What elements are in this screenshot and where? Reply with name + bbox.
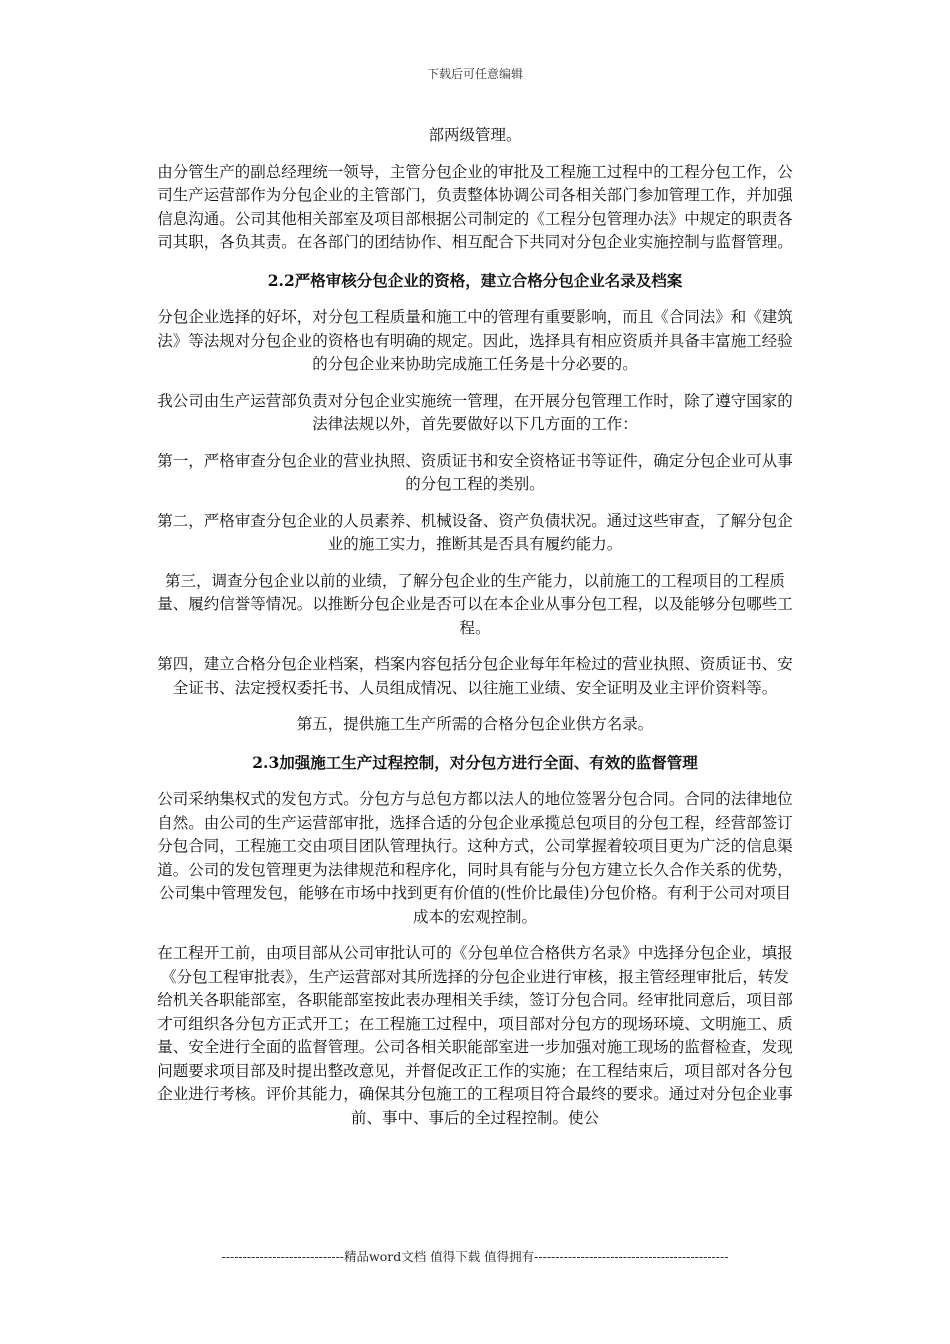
paragraph: 第二，严格审查分包企业的人员素养、机械设备、资产负债状况。通过这些审查，了解分包企业的施工实力，推断其是否具有履约能力。 — [157, 511, 793, 553]
footer-banner: -----------------------------精品word文档 值得下载 值得拥有---------------------------------------------- — [221, 1249, 729, 1264]
section-heading-2-3: 2.3加强施工生产过程控制，对分包方进行全面、有效的监督管理 — [252, 752, 698, 772]
section-heading-2-2: 2.2严格审核分包企业的资格，建立合格分包企业名录及档案 — [267, 270, 683, 290]
paragraph: 公司采纳集权式的发包方式。分包方与总包方都以法人的地位签署分包合同。合同的法律地位自然。由公司的生产运营部审批，选择合适的分包企业承揽总包项目的分包工程，经营部签订分包合同，工程施工交由项目团队管理执行。这种方式，公司掌握着较项目更为广泛的信息渠道。公司的发包管理更为法律规范和程序化，同时具有能与分包方建立长久合作关系的优势，公司集中管理发包，能够在市场中找到更有价值的(性价比最佳)分包价格。有利于公司对项目成本的宏观控制。 — [157, 790, 793, 926]
paragraph: 第五，提供施工生产所需的合格分包企业供方名录。 — [296, 715, 654, 733]
paragraph: 分包企业选择的好坏，对分包工程质量和施工中的管理有重要影响，而且《合同法》和《建筑法》等法规对分包企业的资格也有明确的规定。因此，选择具有相应资质并具备丰富施工经验的分包企业来协助完成施工任务是十分必要的。 — [157, 308, 793, 373]
paragraph: 在工程开工前，由项目部从公司审批认可的《分包单位合格供方名录》中选择分包企业，填报《分包工程审批表》，生产运营部对其所选择的分包企业进行审核，报主管经理审批后，转发给机关各职能部室，各职能部室按此表办理相关手续，签订分包合同。经审批同意后，项目部才可组织各分包方正式开工；在工程施工过程中，项目部对分包方的现场环境、文明施工、质量、安全进行全面的监督管理。公司各相关职能部室进一步加强对施工现场的监督检查，发现问题要求项目部及时提出整改意见，并督促改正工作的实施；在工程结束后，项目部对各分包企业进行考核。评价其能力，确保其分包施工的工程项目符合最终的要求。通过对分包企业事前、事中、事后的全过程控制。使公 — [157, 944, 793, 1127]
paragraph: 第一，严格审查分包企业的营业执照、资质证书和安全资格证书等证件，确定分包企业可从事的分包工程的类别。 — [157, 451, 793, 493]
header-note: 下载后可任意编辑 — [426, 67, 523, 81]
paragraph: 由分管生产的副总经理统一领导，主管分包企业的审批及工程施工过程中的工程分包工作，公司生产运营部作为分包企业的主管部门，负责整体协调公司各相关部门参加管理工作，并加强信息沟通。公司其他相关部室及项目部根据公司制定的《工程分包管理办法》中规定的职责各司其职，各负其责。在各部门的团结协作、相互配合下共同对分包企业实施控制与监督管理。 — [157, 162, 793, 251]
paragraph: 第三，调查分包企业以前的业绩，了解分包企业的生产能力，以前施工的工程项目的工程质量、履约信誉等情况。以推断分包企业是否可以在本企业从事分包工程，以及能够分包哪些工程。 — [157, 571, 793, 637]
paragraph: 部两级管理。 — [428, 126, 522, 144]
paragraph: 第四，建立合格分包企业档案，档案内容包括分包企业每年年检过的营业执照、资质证书、安全证书、法定授权委托书、人员组成情况、以往施工业绩、安全证明及业主评价资料等。 — [157, 655, 793, 697]
paragraph: 我公司由生产运营部负责对分包企业实施统一管理，在开展分包管理工作时，除了遵守国家的法律法规以外，首先要做好以下几方面的工作： — [157, 391, 793, 433]
document-body — [155, 120, 795, 1143]
